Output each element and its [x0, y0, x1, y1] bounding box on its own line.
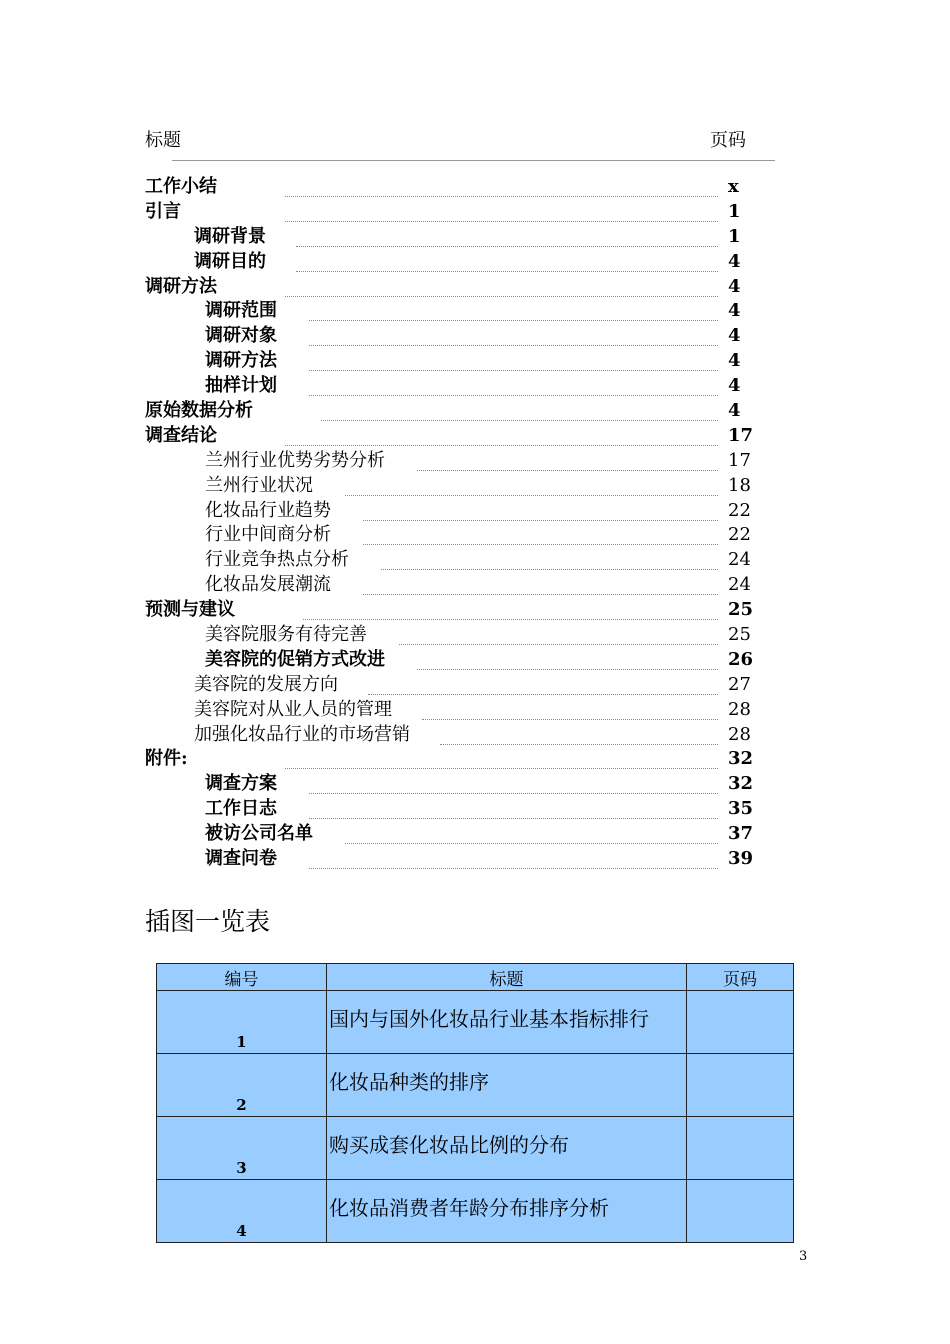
toc-leader-dots	[285, 221, 718, 222]
toc-entry[interactable]	[0, 449, 950, 474]
toc-header-divider	[172, 160, 775, 161]
figures-table	[156, 963, 794, 1243]
toc-leader-dots	[309, 320, 718, 321]
toc-entry-title: 附件:	[145, 748, 188, 770]
toc-leader-dots	[399, 644, 718, 645]
toc-entry[interactable]	[0, 598, 950, 623]
toc-header-page-label: 页码	[710, 130, 746, 151]
toc-leader-dots	[285, 296, 718, 297]
toc-entry-title: 美容院的发展方向	[194, 673, 338, 695]
figure-page	[687, 991, 794, 1054]
toc-entry-page: 4	[728, 325, 741, 347]
toc-entry[interactable]	[0, 847, 950, 872]
toc-entry-page: 4	[728, 350, 741, 372]
toc-entry-title: 调查结论	[145, 424, 217, 446]
toc-entry[interactable]	[0, 374, 950, 399]
table-row	[157, 1180, 794, 1243]
table-row	[157, 1054, 794, 1117]
toc-entry-page: 32	[728, 773, 754, 795]
toc-entry-page: 4	[728, 400, 741, 422]
toc-entry-title: 美容院服务有待完善	[205, 624, 367, 646]
figure-page	[687, 1117, 794, 1180]
toc-entry-page: 35	[728, 798, 754, 820]
figure-number: 2	[157, 1054, 327, 1117]
toc-entry[interactable]	[0, 747, 950, 772]
toc-leader-dots	[381, 569, 718, 570]
toc-leader-dots	[440, 744, 718, 745]
toc-entry-page: 22	[728, 499, 751, 521]
toc-entry-page: 17	[728, 424, 754, 446]
toc-entry[interactable]	[0, 648, 950, 673]
figure-title: 化妆品种类的排序	[327, 1054, 687, 1117]
toc-entry-title: 引言	[145, 200, 181, 222]
toc-entry-title: 调查方案	[205, 773, 277, 795]
figures-table-header-row	[157, 964, 794, 991]
toc-entry-page: 17	[728, 449, 751, 471]
toc-entry[interactable]	[0, 324, 950, 349]
figures-list-heading: 插图一览表	[145, 907, 271, 936]
toc-entry[interactable]	[0, 797, 950, 822]
toc-entry[interactable]	[0, 474, 950, 499]
figure-number: 1	[157, 991, 327, 1054]
toc-entry[interactable]	[0, 772, 950, 797]
toc-leader-dots	[345, 495, 718, 496]
toc-entry-page: 24	[728, 574, 751, 596]
toc-leader-dots	[296, 271, 718, 272]
toc-entry-page: 37	[728, 823, 754, 845]
table-row	[157, 991, 794, 1054]
toc-entry-title: 兰州行业优势劣势分析	[205, 449, 385, 471]
table-of-contents	[0, 175, 950, 872]
figure-page	[687, 1054, 794, 1117]
toc-entry[interactable]	[0, 200, 950, 225]
toc-entry[interactable]	[0, 424, 950, 449]
toc-leader-dots	[417, 470, 718, 471]
table-row	[157, 1117, 794, 1180]
toc-leader-dots	[363, 594, 718, 595]
toc-entry-title: 被访公司名单	[205, 823, 313, 845]
page-number: 3	[799, 1249, 808, 1264]
toc-entry-title: 行业竞争热点分析	[205, 549, 349, 571]
figure-page	[687, 1180, 794, 1243]
toc-entry[interactable]	[0, 225, 950, 250]
toc-entry-title: 预测与建议	[145, 599, 235, 621]
toc-entry[interactable]	[0, 349, 950, 374]
toc-entry-page: 4	[728, 250, 741, 272]
toc-entry-title: 美容院的促销方式改进	[205, 648, 385, 670]
toc-entry-page: 39	[728, 848, 754, 870]
toc-leader-dots	[285, 768, 718, 769]
toc-entry[interactable]	[0, 275, 950, 300]
toc-leader-dots	[422, 719, 718, 720]
toc-entry-title: 调查问卷	[205, 848, 277, 870]
figure-title: 国内与国外化妆品行业基本指标排行	[327, 991, 687, 1054]
toc-entry-title: 调研方法	[145, 275, 217, 297]
column-header-number: 编号	[157, 964, 327, 991]
toc-leader-dots	[309, 868, 718, 869]
toc-entry-page: 1	[728, 225, 741, 247]
toc-entry-page: 4	[728, 375, 741, 397]
toc-entry[interactable]	[0, 548, 950, 573]
toc-entry-page: 18	[728, 474, 751, 496]
toc-entry-page: 4	[728, 300, 741, 322]
toc-entry[interactable]	[0, 698, 950, 723]
toc-entry-title: 工作小结	[145, 176, 217, 197]
toc-entry-title: 调研目的	[194, 250, 266, 272]
toc-leader-dots	[363, 544, 718, 545]
column-header-title: 标题	[327, 964, 687, 991]
toc-entry-title: 调研范围	[205, 300, 277, 322]
toc-entry[interactable]	[0, 299, 950, 324]
toc-entry-title: 化妆品发展潮流	[205, 574, 331, 596]
toc-leader-dots	[309, 818, 718, 819]
toc-entry-title: 化妆品行业趋势	[205, 499, 331, 521]
toc-entry-title: 加强化妆品行业的市场营销	[194, 723, 410, 745]
toc-leader-dots	[309, 370, 718, 371]
figure-number: 3	[157, 1117, 327, 1180]
toc-entry[interactable]	[0, 250, 950, 275]
toc-leader-dots	[321, 420, 718, 421]
toc-leader-dots	[309, 345, 718, 346]
toc-entry-page: 1	[728, 200, 741, 222]
toc-leader-dots	[303, 619, 718, 620]
toc-leader-dots	[285, 445, 718, 446]
toc-entry-page: x	[728, 176, 739, 197]
toc-entry[interactable]	[0, 523, 950, 548]
toc-leader-dots	[296, 246, 718, 247]
toc-entry-title: 美容院对从业人员的管理	[194, 698, 392, 720]
figure-title: 化妆品消费者年龄分布排序分析	[327, 1180, 687, 1243]
toc-entry-page: 32	[728, 748, 754, 770]
toc-entry-page: 27	[728, 673, 751, 695]
toc-leader-dots	[368, 694, 718, 695]
toc-entry[interactable]	[0, 723, 950, 748]
toc-entry-title: 原始数据分析	[145, 400, 253, 422]
toc-entry-title: 行业中间商分析	[205, 524, 331, 546]
toc-leader-dots	[363, 520, 718, 521]
toc-entry-page: 28	[728, 723, 751, 745]
toc-entry-page: 22	[728, 524, 751, 546]
toc-entry[interactable]	[0, 673, 950, 698]
toc-entry-page: 26	[728, 648, 754, 670]
toc-leader-dots	[417, 669, 718, 670]
toc-entry[interactable]	[0, 573, 950, 598]
toc-leader-dots	[309, 395, 718, 396]
toc-entry-page: 24	[728, 549, 751, 571]
toc-entry-page: 25	[728, 624, 751, 646]
toc-entry-title: 兰州行业状况	[205, 474, 313, 496]
toc-entry-page: 4	[728, 275, 741, 297]
toc-entry-title: 抽样计划	[205, 375, 277, 397]
figure-number: 4	[157, 1180, 327, 1243]
toc-entry-page: 25	[728, 599, 754, 621]
toc-leader-dots	[309, 793, 718, 794]
toc-entry-title: 调研对象	[205, 325, 277, 347]
toc-leader-dots	[285, 196, 718, 197]
toc-entry[interactable]	[0, 822, 950, 847]
toc-entry-title: 工作日志	[205, 798, 277, 820]
toc-entry[interactable]	[0, 399, 950, 424]
toc-entry-title: 调研方法	[205, 350, 277, 372]
toc-entry[interactable]	[0, 499, 950, 524]
figure-title: 购买成套化妆品比例的分布	[327, 1117, 687, 1180]
toc-entry-page: 28	[728, 698, 751, 720]
toc-entry[interactable]	[0, 623, 950, 648]
toc-leader-dots	[345, 843, 718, 844]
toc-entry[interactable]	[0, 175, 950, 200]
column-header-page: 页码	[687, 964, 794, 991]
toc-header-title-label: 标题	[145, 130, 181, 151]
toc-entry-title: 调研背景	[194, 225, 266, 247]
